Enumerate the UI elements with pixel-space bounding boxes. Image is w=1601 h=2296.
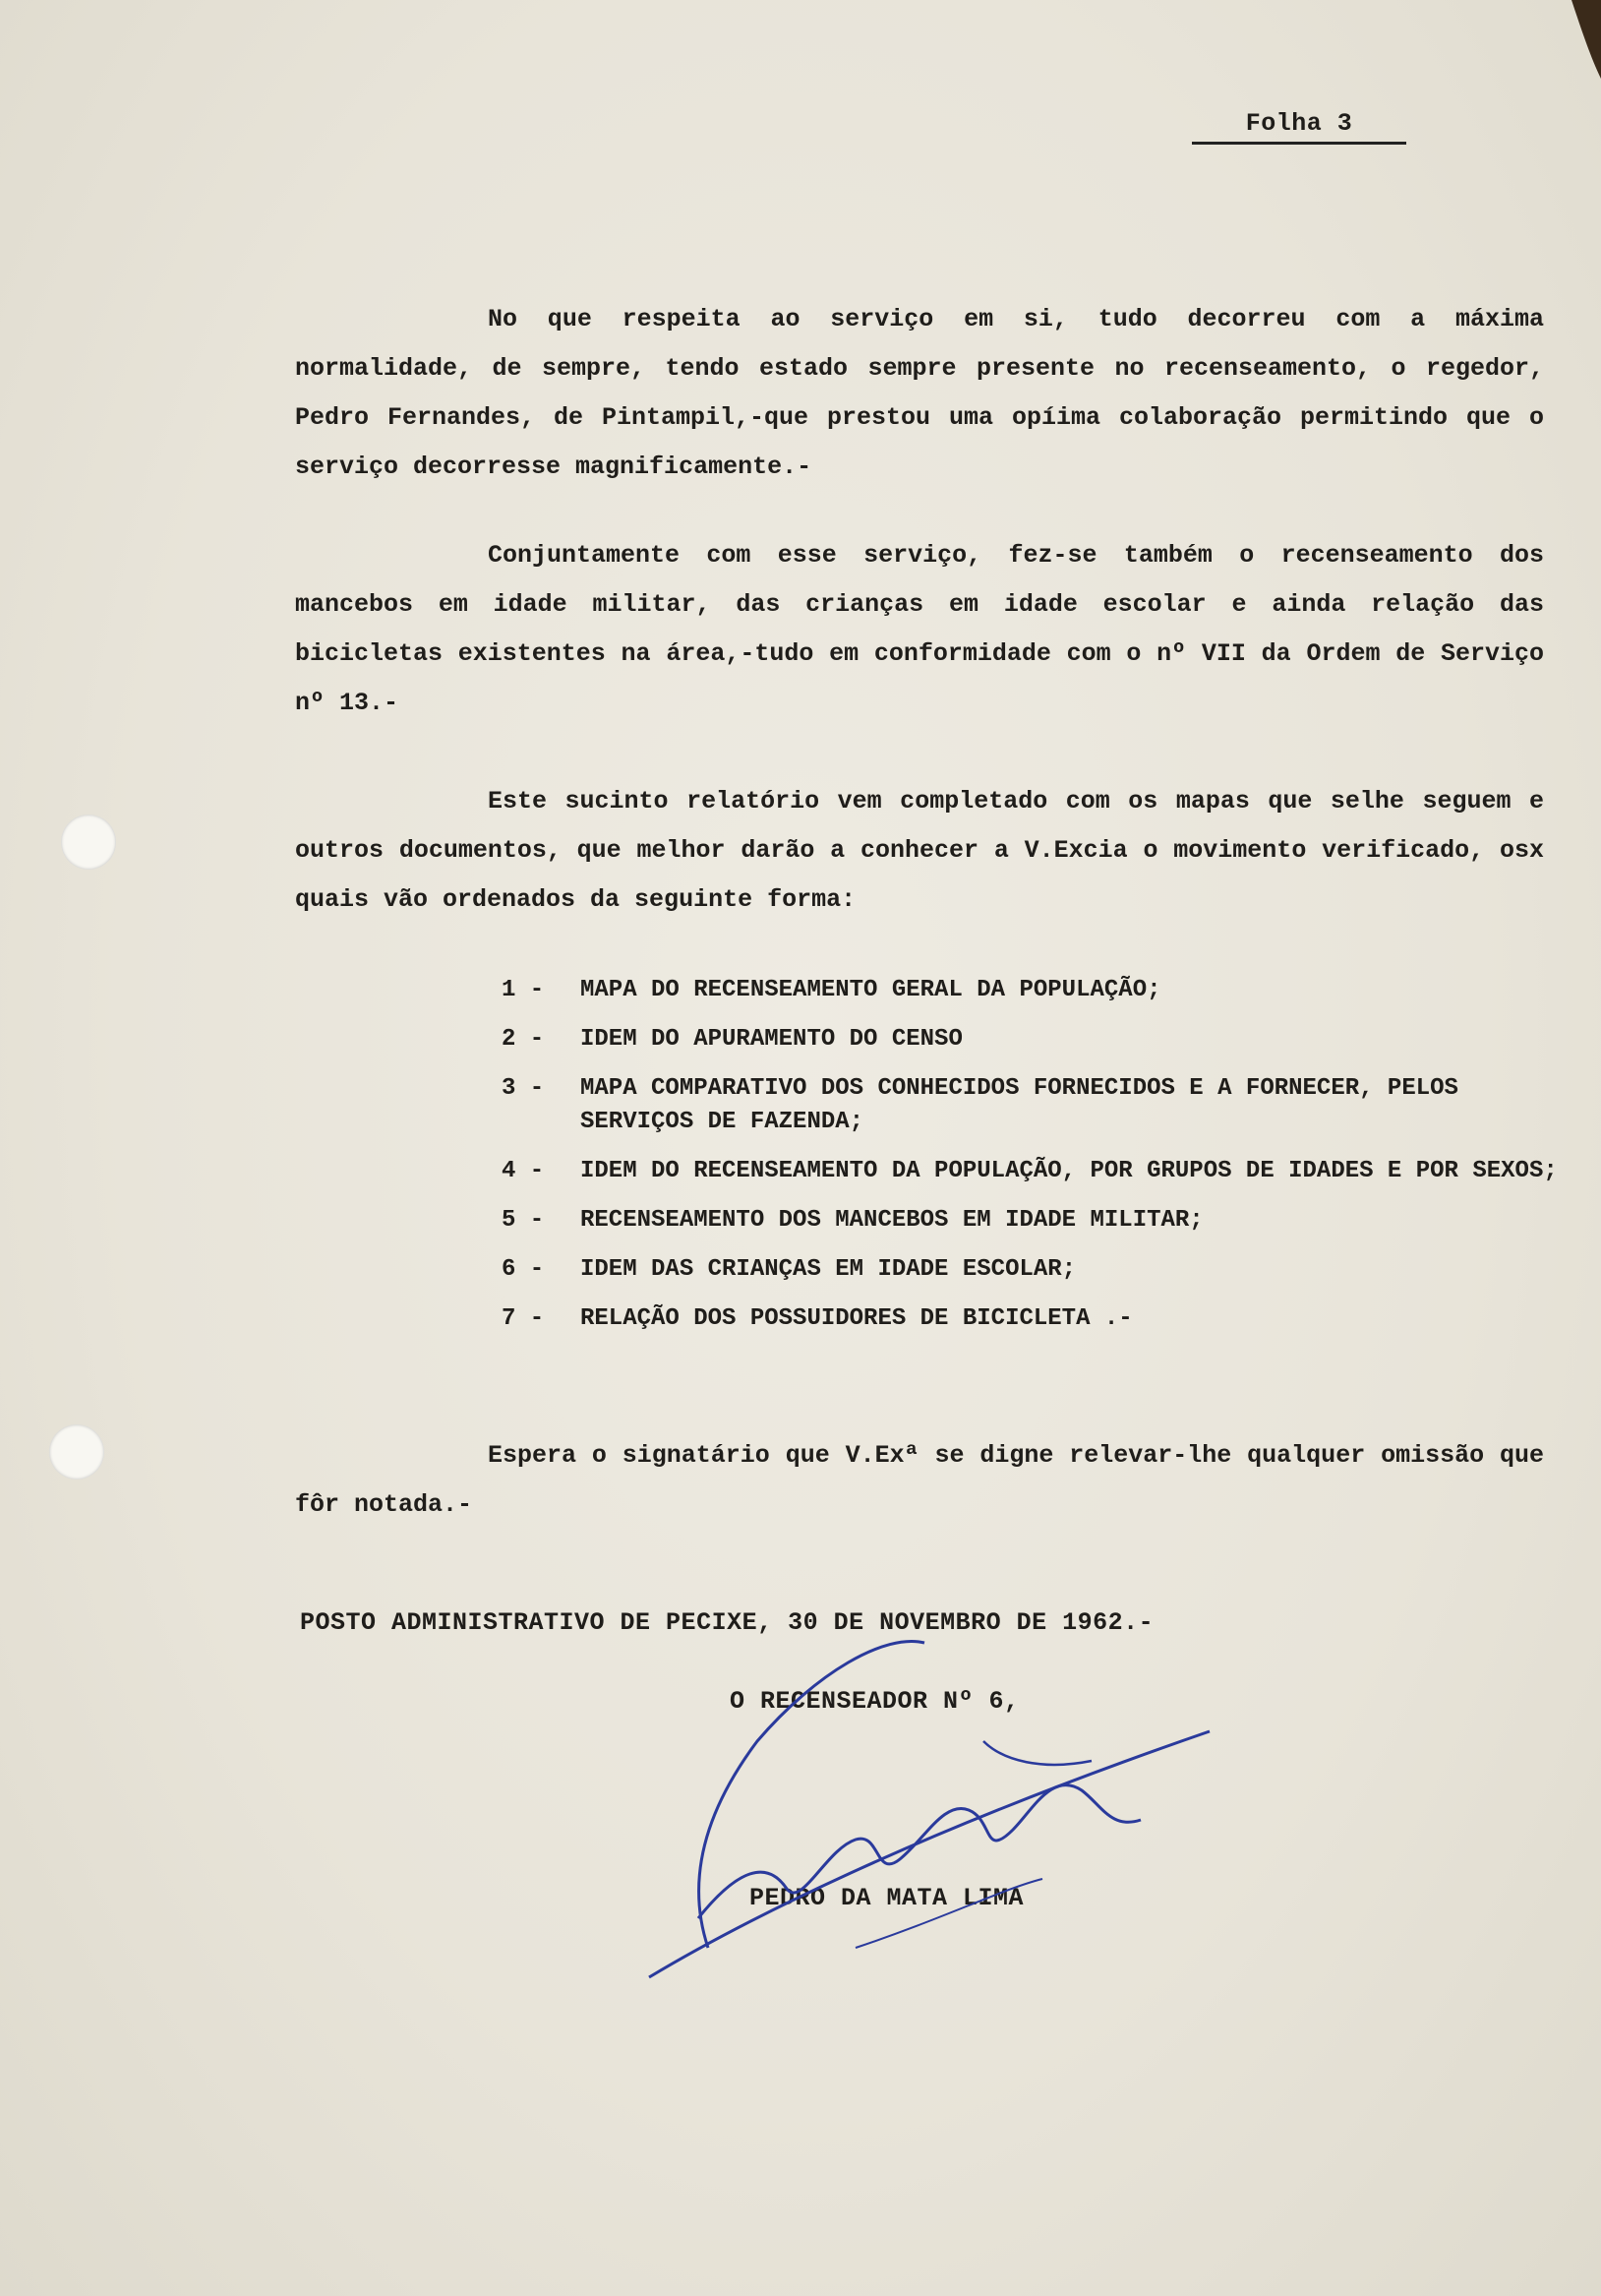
folio-number: Folha 3 (1192, 106, 1406, 145)
list-item-text: IDEM DO APURAMENTO DO CENSO (580, 1026, 963, 1053)
list-item-number: 3 - (502, 1075, 545, 1102)
paragraph-census-extra (295, 531, 1544, 728)
list-item (502, 974, 1564, 1007)
list-item (502, 1302, 1564, 1336)
list-item-text: RECENSEAMENTO DOS MANCEBOS EM IDADE MILITAR; (580, 1207, 1204, 1234)
paragraph-closing (295, 1431, 1544, 1530)
list-item-number: 2 - (502, 1026, 545, 1053)
list-item-text: MAPA COMPARATIVO DOS CONHECIDOS FORNECIDOS E A FORNECER, PELOS SERVIÇOS DE FAZENDA; (580, 1075, 1458, 1135)
list-item-text: RELAÇÃO DOS POSSUIDORES DE BICICLETA .- (580, 1305, 1133, 1332)
list-item (502, 1072, 1564, 1139)
place-date-line: POSTO ADMINISTRATIVO DE PECIXE, 30 DE NOVEMBRO DE 1962.- (300, 1608, 1155, 1637)
list-item-number: 5 - (502, 1207, 545, 1234)
paragraph-service (295, 295, 1544, 492)
paragraph-report (295, 777, 1544, 925)
list-item (502, 1204, 1564, 1238)
list-item-text: IDEM DAS CRIANÇAS EM IDADE ESCOLAR; (580, 1256, 1077, 1283)
closing-text: Espera o signatário que V.Exª se digne relevar-lhe qualquer omissão que fôr notada.- (295, 1441, 1544, 1519)
list-item (502, 1023, 1564, 1057)
signer-name: PEDRO DA MATA LIMA (749, 1884, 1025, 1912)
torn-corner-icon (1562, 0, 1601, 79)
punch-hole (61, 815, 116, 870)
punch-hole (49, 1424, 104, 1480)
list-item-number: 6 - (502, 1256, 545, 1283)
signature-scribble (629, 1623, 1239, 1997)
list-item-text: MAPA DO RECENSEAMENTO GERAL DA POPULAÇÃO; (580, 977, 1161, 1003)
list-item-number: 1 - (502, 977, 545, 1003)
list-item (502, 1253, 1564, 1287)
list-item-number: 4 - (502, 1158, 545, 1184)
signer-title: O RECENSEADOR Nº 6, (730, 1687, 1020, 1716)
paragraph-3-text: Este sucinto relatório vem completado com os mapas que selhe seguem e outros documentos, que melhor darão a conhecer a V.Excia o movimento verificado, osx quais vão ordenados da seguinte forma: (295, 787, 1544, 914)
list-item-number: 7 - (502, 1305, 545, 1332)
attachments-list (502, 974, 1564, 1352)
paragraph-1-text: No que respeita ao serviço em si, tudo decorreu com a máxima normalidade, de sempre, tendo estado sempre presente no recenseamento, o regedor, Pedro Fernandes, de Pintampil,-que prestou uma opíima colaboração permitindo que o serviço decorresse magnificamente.- (295, 305, 1544, 481)
paragraph-2-text: Conjuntamente com esse serviço, fez-se também o recenseamento dos mancebos em idade militar, das crianças em idade escolar e ainda relação das bicicletas existentes na área,-tudo em conformidade com o nº VII da Ordem de Serviço nº 13.- (295, 541, 1544, 717)
list-item-text: IDEM DO RECENSEAMENTO DA POPULAÇÃO, POR GRUPOS DE IDADES E POR SEXOS; (580, 1158, 1558, 1184)
list-item (502, 1155, 1564, 1188)
